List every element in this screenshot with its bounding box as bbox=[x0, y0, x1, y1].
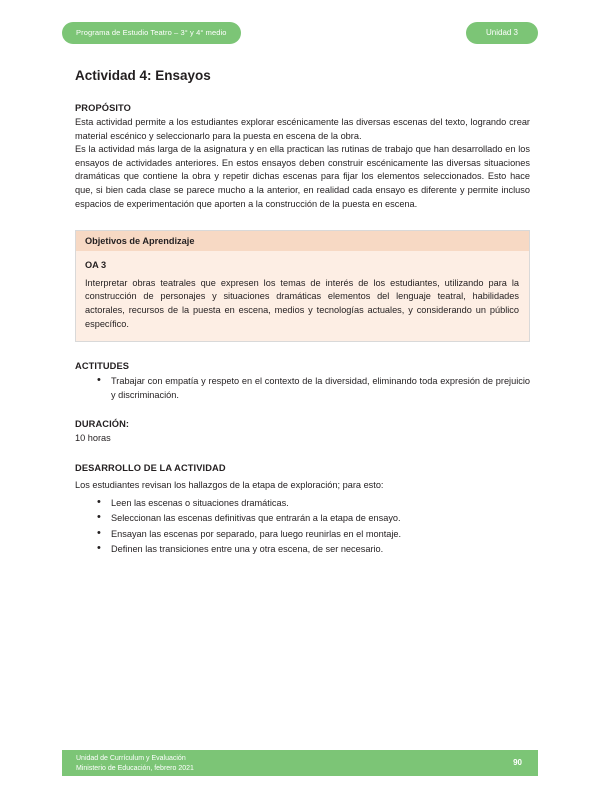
list-item: • Definen las transiciones entre una y otra escena, de ser necesario. bbox=[97, 543, 530, 557]
objetivos-header bbox=[76, 231, 529, 251]
footer-line-1: Unidad de Currículum y Evaluación bbox=[76, 755, 186, 762]
objetivos-body bbox=[76, 251, 529, 341]
unit-badge: Unidad 3 bbox=[466, 22, 538, 44]
actitudes-section bbox=[75, 361, 530, 402]
footer-text bbox=[76, 754, 194, 773]
objetivos-aprendizaje-box bbox=[75, 230, 530, 342]
actitudes-list bbox=[75, 375, 530, 402]
desarrollo-label: DESARROLLO DE LA ACTIVIDAD bbox=[75, 462, 226, 473]
desarrollo-list bbox=[75, 497, 530, 557]
list-item: • Ensayan las escenas por separado, para luego reunirlas en el montaje. bbox=[97, 528, 530, 542]
program-badge: Programa de Estudio Teatro – 3° y 4° medio bbox=[62, 22, 241, 44]
proposito-label: PROPÓSITO bbox=[75, 103, 132, 113]
list-item: • Trabajar con empatía y respeto en el contexto de la diversidad, eliminando toda expresión de prejuicio y discriminación. bbox=[97, 375, 530, 402]
desarrollo-intro: Los estudiantes revisan los hallazgos de la etapa de exploración; para esto: bbox=[75, 479, 384, 490]
page-title: Actividad 4: Ensayos bbox=[75, 68, 211, 83]
duracion-section bbox=[75, 419, 530, 446]
list-item: • Seleccionan las escenas definitivas que entrarán a la etapa de ensayo. bbox=[97, 512, 530, 526]
actitudes-label: ACTITUDES bbox=[75, 361, 130, 372]
proposito-paragraph-2: Es la actividad más larga de la asignatura y en ella practican las rutinas de trabajo que han desarrollado en los ensayos de actividades anteriores. En estos ensayos deben construir escénicamente las diversas situaciones dramáticas que contiene la obra y repetir dichas escenas para fijar los elementos seleccionados. Esto hace que, si bien cada clase se parece mucho a la anterior, en realidad cada ensayo es diferente y permite incluso espacios de experimentación que aporten a la construcción de la puesta en escena. bbox=[75, 144, 530, 209]
desarrollo-section bbox=[75, 463, 530, 557]
footer-line-2: Ministerio de Educación, febrero 2021 bbox=[76, 764, 194, 772]
page-content bbox=[75, 68, 530, 559]
proposito-paragraph-1: Esta actividad permite a los estudiantes explorar escénicamente las diversas escenas del texto, logrando crear material escénico y seleccionarlo para la puesta en escena de la obra. bbox=[75, 117, 530, 141]
page-number: 90 bbox=[513, 758, 522, 767]
objetivos-text: Interpretar obras teatrales que expresen los temas de interés de los estudiantes, utilizando para la construcción de personajes y situaciones dramáticas elementos del lenguaje teatral, habilidades actorales, recursos de la puesta en escena, medios y tecnologías actuales, y considerando un público específico. bbox=[85, 277, 519, 329]
objetivos-header-text: Objetivos de Aprendizaje bbox=[85, 236, 195, 247]
page-footer bbox=[0, 750, 600, 776]
proposito-section bbox=[75, 103, 530, 211]
page-header bbox=[0, 22, 600, 46]
list-item: • Leen las escenas o situaciones dramáticas. bbox=[97, 497, 530, 511]
objetivos-code: OA 3 bbox=[85, 260, 107, 271]
duracion-value: 10 horas bbox=[75, 433, 111, 444]
duracion-label: DURACIÓN: bbox=[75, 419, 130, 430]
